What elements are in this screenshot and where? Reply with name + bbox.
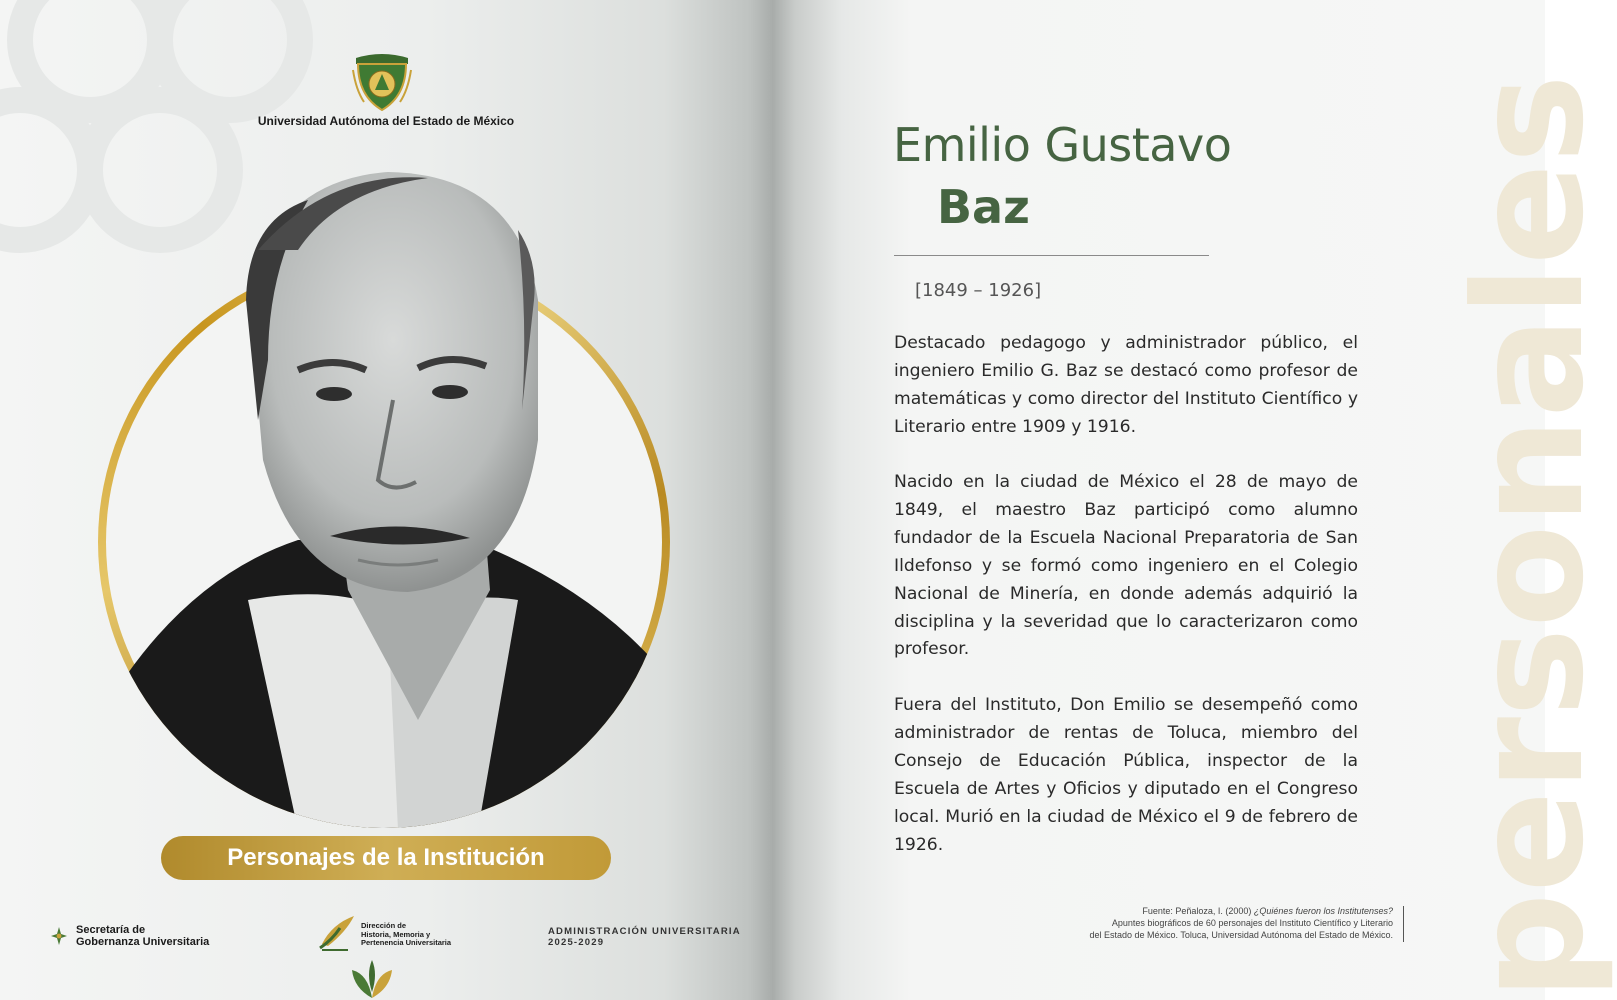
- leaf-emblem-icon: [348, 958, 396, 1000]
- direccion-line3: Pertenencia Universitaria: [361, 938, 452, 947]
- administracion-label: [548, 926, 741, 948]
- direccion-line2: Historia, Memoria y: [361, 929, 431, 939]
- name-last: Baz: [937, 180, 1030, 234]
- source-prefix: Fuente: Peñaloza, I. (2000): [1142, 906, 1254, 916]
- secretaria-line1: Secretaría de: [76, 924, 146, 936]
- left-page: [0, 0, 772, 1000]
- direccion-line1: Dirección de: [361, 921, 407, 930]
- name-first: Emilio Gustavo: [893, 118, 1232, 172]
- administracion-line2: 2025-2029: [548, 937, 605, 948]
- administracion-line1: ADMINISTRACIÓN UNIVERSITARIA: [548, 926, 741, 937]
- paragraph-2: Nacido en la ciudad de México el 28 de mayo de 1849, el maestro Baz participó como alumno fundador de la Escuela Nacional Preparatoria de San Ildefonso y se formó como ingeniero en el Colegio Nacional de Minería, en donde además adquirió la disciplina y la severidad que lo caracterizaron como profesor.: [894, 472, 1358, 660]
- portrait: [98, 160, 670, 830]
- secretaria-star-icon: [50, 926, 68, 946]
- direccion-feather-icon: [318, 912, 358, 952]
- university-name: Universidad Autónoma del Estado de México: [257, 114, 515, 128]
- source-divider: [1403, 906, 1404, 942]
- source-line3: del Estado de México. Toluca, Universidad Autónoma del Estado de México.: [1089, 930, 1393, 940]
- years: [1849 – 1926]: [915, 280, 1042, 301]
- secretaria-label: [76, 924, 209, 948]
- personajes-banner: Personajes de la Institución: [161, 836, 611, 880]
- direccion-label: [361, 922, 451, 948]
- title-divider: [894, 255, 1209, 256]
- source-citation: [1033, 905, 1393, 941]
- uaemex-crest-icon: [352, 50, 412, 112]
- source-line2: Apuntes biográficos de 60 personajes del Instituto Científico y Literario: [1111, 918, 1393, 928]
- secretaria-line2: Gobernanza Universitaria: [76, 936, 210, 948]
- paragraph-3: Fuera del Instituto, Don Emilio se desempeñó como administrador de rentas de Toluca, miembro del Consejo de Educación Pública, inspector de la Escuela de Artes y Oficios y diputado en el Congreso local. Murió en la ciudad de México el 9 de febrero de 1926.: [894, 695, 1358, 855]
- paragraph-1: Destacado pedagogo y administrador público, el ingeniero Emilio G. Baz se destacó como profesor de matemáticas y como director del Instituto Científico y Literario entre 1909 y 1916.: [894, 333, 1358, 437]
- watermark-text: personales: [1443, 74, 1617, 1000]
- source-title: ¿Quiénes fueron los Institutenses?: [1253, 906, 1393, 916]
